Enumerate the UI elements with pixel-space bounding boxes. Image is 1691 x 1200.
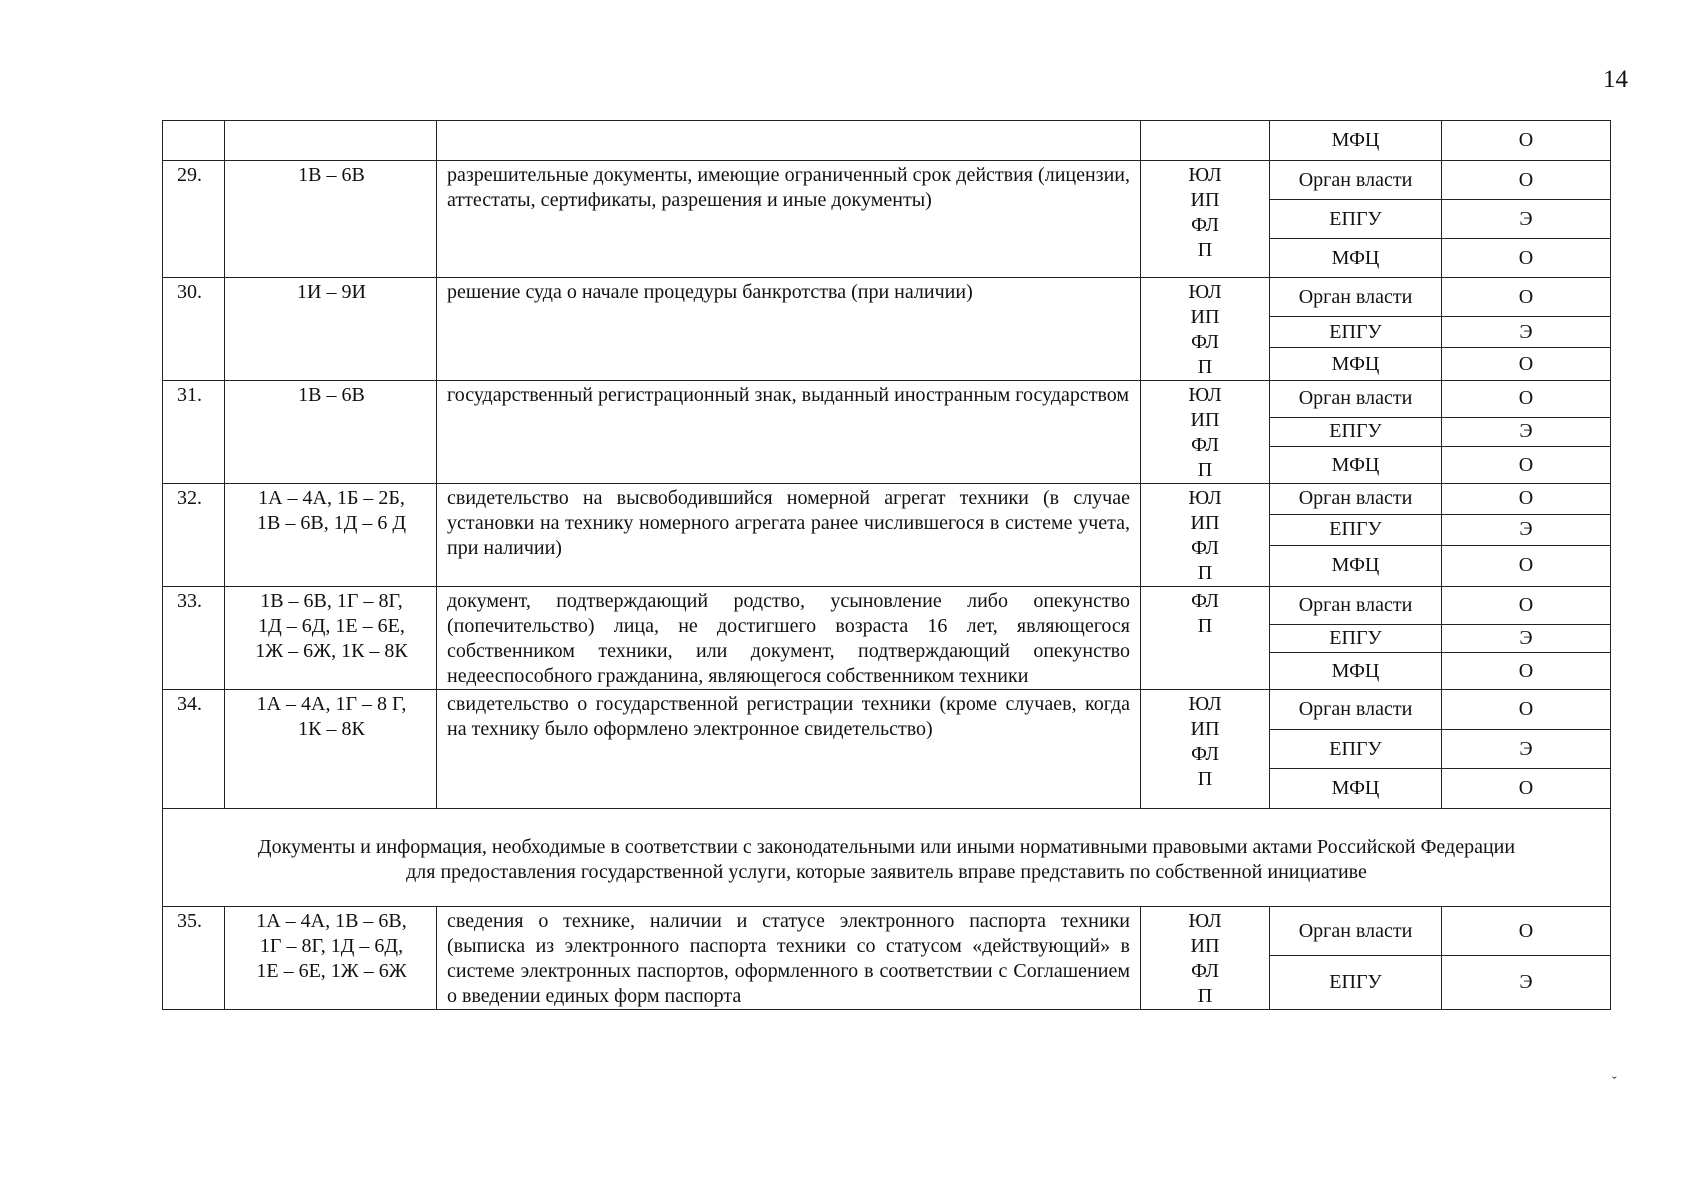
submission-format: О: [1442, 348, 1611, 381]
submission-source: МФЦ: [1270, 348, 1442, 381]
document-description: свидетельство о государственной регистрации техники (кроме случаев, когда на технику было оформлено электронное свидетельство): [437, 690, 1141, 809]
row-number: 29.: [163, 161, 225, 278]
category-code-line: 1Ж – 6Ж, 1К – 8К: [255, 640, 408, 662]
row-number: 32.: [163, 484, 225, 587]
submission-format: О: [1442, 769, 1611, 809]
submission-source: Орган власти: [1270, 161, 1442, 200]
applicant-type: ИП: [1190, 512, 1220, 534]
category-codes: [225, 587, 437, 690]
submission-source: МФЦ: [1270, 769, 1442, 809]
category-code-line: 1К – 8К: [298, 718, 365, 740]
category-code-line: 1Г – 8Г, 1Д – 6Д,: [259, 935, 404, 957]
submission-format: О: [1442, 239, 1611, 278]
empty-cell: [225, 121, 437, 161]
submission-source: ЕПГУ: [1270, 417, 1442, 446]
document-description: документ, подтверждающий родство, усыновление либо опекунство (попечительство) лица, не достигшего возраста 16 лет, являющегося собственником техники, или документ, подтверждающий опекунство недееспособного гражданина, являющегося собственником техники: [437, 587, 1141, 690]
page-number: 14: [1603, 66, 1628, 93]
applicant-types: [1141, 587, 1270, 690]
table-row: [163, 161, 1611, 200]
category-codes: [225, 484, 437, 587]
document-description: решение суда о начале процедуры банкротства (при наличии): [437, 278, 1141, 381]
category-code-line: 1В – 6В, 1Г – 8Г,: [260, 590, 403, 612]
applicant-type: ЮЛ: [1188, 693, 1222, 715]
applicant-type: П: [1197, 985, 1213, 1007]
category-codes: [225, 690, 437, 809]
applicant-type: ИП: [1190, 409, 1220, 431]
table-row: [163, 587, 1611, 625]
submission-format: О: [1442, 381, 1611, 418]
submission-source: МФЦ: [1270, 447, 1442, 484]
category-code-line: 1Е – 6Е, 1Ж – 6Ж: [256, 960, 407, 982]
table-row: [163, 484, 1611, 515]
submission-format: О: [1442, 121, 1611, 161]
submission-format: О: [1442, 447, 1611, 484]
category-codes: [225, 278, 437, 381]
applicant-type: ЮЛ: [1188, 281, 1222, 303]
submission-format: О: [1442, 161, 1611, 200]
applicant-type: ЮЛ: [1188, 910, 1222, 932]
section-heading: [163, 809, 1611, 907]
submission-format: О: [1442, 587, 1611, 625]
applicant-type: ФЛ: [1191, 960, 1219, 982]
applicant-type: ФЛ: [1191, 590, 1219, 612]
category-code-line: 1Д – 6Д, 1Е – 6Е,: [258, 615, 405, 637]
row-number: 33.: [163, 587, 225, 690]
submission-format: Э: [1442, 624, 1611, 653]
document-description: сведения о технике, наличии и статусе электронного паспорта техники (выписка из электронного паспорта техники со статусом «действующий» в системе электронных паспортов, оформленного в соответствии с Соглашением о введении единых форм паспорта: [437, 907, 1141, 1010]
submission-format: О: [1442, 278, 1611, 317]
submission-source: ЕПГУ: [1270, 730, 1442, 769]
row-number: 34.: [163, 690, 225, 809]
documents-table: [162, 120, 1611, 1010]
applicant-types: [1141, 690, 1270, 809]
category-code-line: 1И – 9И: [297, 281, 366, 303]
category-code-line: 1В – 6В, 1Д – 6 Д: [257, 512, 406, 534]
applicant-type: П: [1197, 768, 1213, 790]
submission-format: Э: [1442, 514, 1611, 545]
submission-source: МФЦ: [1270, 121, 1442, 161]
applicant-type: ИП: [1190, 718, 1220, 740]
row-number: 35.: [163, 907, 225, 1010]
applicant-types: [1141, 907, 1270, 1010]
applicant-types: [1141, 484, 1270, 587]
applicant-type: ФЛ: [1191, 214, 1219, 236]
applicant-type: ИП: [1190, 306, 1220, 328]
document-description: разрешительные документы, имеющие ограниченный срок действия (лицензии, аттестаты, сертификаты, разрешения и иные документы): [437, 161, 1141, 278]
table-row: [163, 278, 1611, 317]
category-code-line: 1В – 6В: [298, 164, 365, 186]
submission-source: ЕПГУ: [1270, 624, 1442, 653]
table-row: [163, 381, 1611, 418]
submission-format: Э: [1442, 417, 1611, 446]
submission-source: МФЦ: [1270, 545, 1442, 586]
scan-speck: ˇ: [1612, 1075, 1617, 1090]
applicant-type: ЮЛ: [1188, 384, 1222, 406]
row-number: 31.: [163, 381, 225, 484]
section-heading-line: для предоставления государственной услуги, которые заявитель вправе представить по собственной инициативе: [406, 860, 1367, 883]
applicant-type: ФЛ: [1191, 434, 1219, 456]
applicant-type: ИП: [1190, 935, 1220, 957]
table-row: [163, 690, 1611, 730]
section-heading-row: [163, 809, 1611, 907]
submission-format: Э: [1442, 956, 1611, 1010]
category-code-line: 1А – 4А, 1В – 6В,: [256, 910, 407, 932]
applicant-type: П: [1197, 459, 1213, 481]
applicant-types: [1141, 161, 1270, 278]
applicant-type: ЮЛ: [1188, 487, 1222, 509]
category-code-line: 1А – 4А, 1Г – 8 Г,: [256, 693, 407, 715]
submission-format: О: [1442, 690, 1611, 730]
submission-source: ЕПГУ: [1270, 317, 1442, 348]
empty-cell: [437, 121, 1141, 161]
row-number: 30.: [163, 278, 225, 381]
category-code-line: 1А – 4А, 1Б – 2Б,: [258, 487, 405, 509]
applicant-type: ФЛ: [1191, 743, 1219, 765]
submission-source: МФЦ: [1270, 239, 1442, 278]
submission-format: О: [1442, 907, 1611, 956]
submission-format: Э: [1442, 730, 1611, 769]
submission-source: ЕПГУ: [1270, 514, 1442, 545]
applicant-type: ИП: [1190, 189, 1220, 211]
applicant-type: ФЛ: [1191, 537, 1219, 559]
table-row: [163, 907, 1611, 956]
applicant-type: П: [1197, 356, 1213, 378]
document-description: свидетельство на высвободившийся номерной агрегат техники (в случае установки на технику номерного агрегата ранее числившегося в системе учета, при наличии): [437, 484, 1141, 587]
section-heading-line: Документы и информация, необходимые в соответствии с законодательными или иными нормативными правовыми актами Российской Федерации: [257, 835, 1516, 858]
submission-source: Орган власти: [1270, 278, 1442, 317]
category-codes: [225, 381, 437, 484]
submission-format: Э: [1442, 200, 1611, 239]
submission-format: Э: [1442, 317, 1611, 348]
document-description: государственный регистрационный знак, выданный иностранным государством: [437, 381, 1141, 484]
applicant-types: [1141, 278, 1270, 381]
applicant-type: ЮЛ: [1188, 164, 1222, 186]
empty-cell: [163, 121, 225, 161]
submission-source: Орган власти: [1270, 690, 1442, 730]
submission-source: МФЦ: [1270, 653, 1442, 690]
submission-source: ЕПГУ: [1270, 956, 1442, 1010]
category-code-line: 1В – 6В: [298, 384, 365, 406]
submission-source: Орган власти: [1270, 484, 1442, 515]
applicant-type: ФЛ: [1191, 331, 1219, 353]
submission-source: Орган власти: [1270, 381, 1442, 418]
submission-source: Орган власти: [1270, 587, 1442, 625]
submission-source: ЕПГУ: [1270, 200, 1442, 239]
applicant-type: П: [1197, 615, 1213, 637]
empty-cell: [1141, 121, 1270, 161]
category-codes: [225, 907, 437, 1010]
submission-source: Орган власти: [1270, 907, 1442, 956]
submission-format: О: [1442, 545, 1611, 586]
applicant-type: П: [1197, 239, 1213, 261]
category-codes: [225, 161, 437, 278]
applicant-types: [1141, 381, 1270, 484]
submission-format: О: [1442, 484, 1611, 515]
submission-format: О: [1442, 653, 1611, 690]
applicant-type: П: [1197, 562, 1213, 584]
continuation-row: [163, 121, 1611, 161]
